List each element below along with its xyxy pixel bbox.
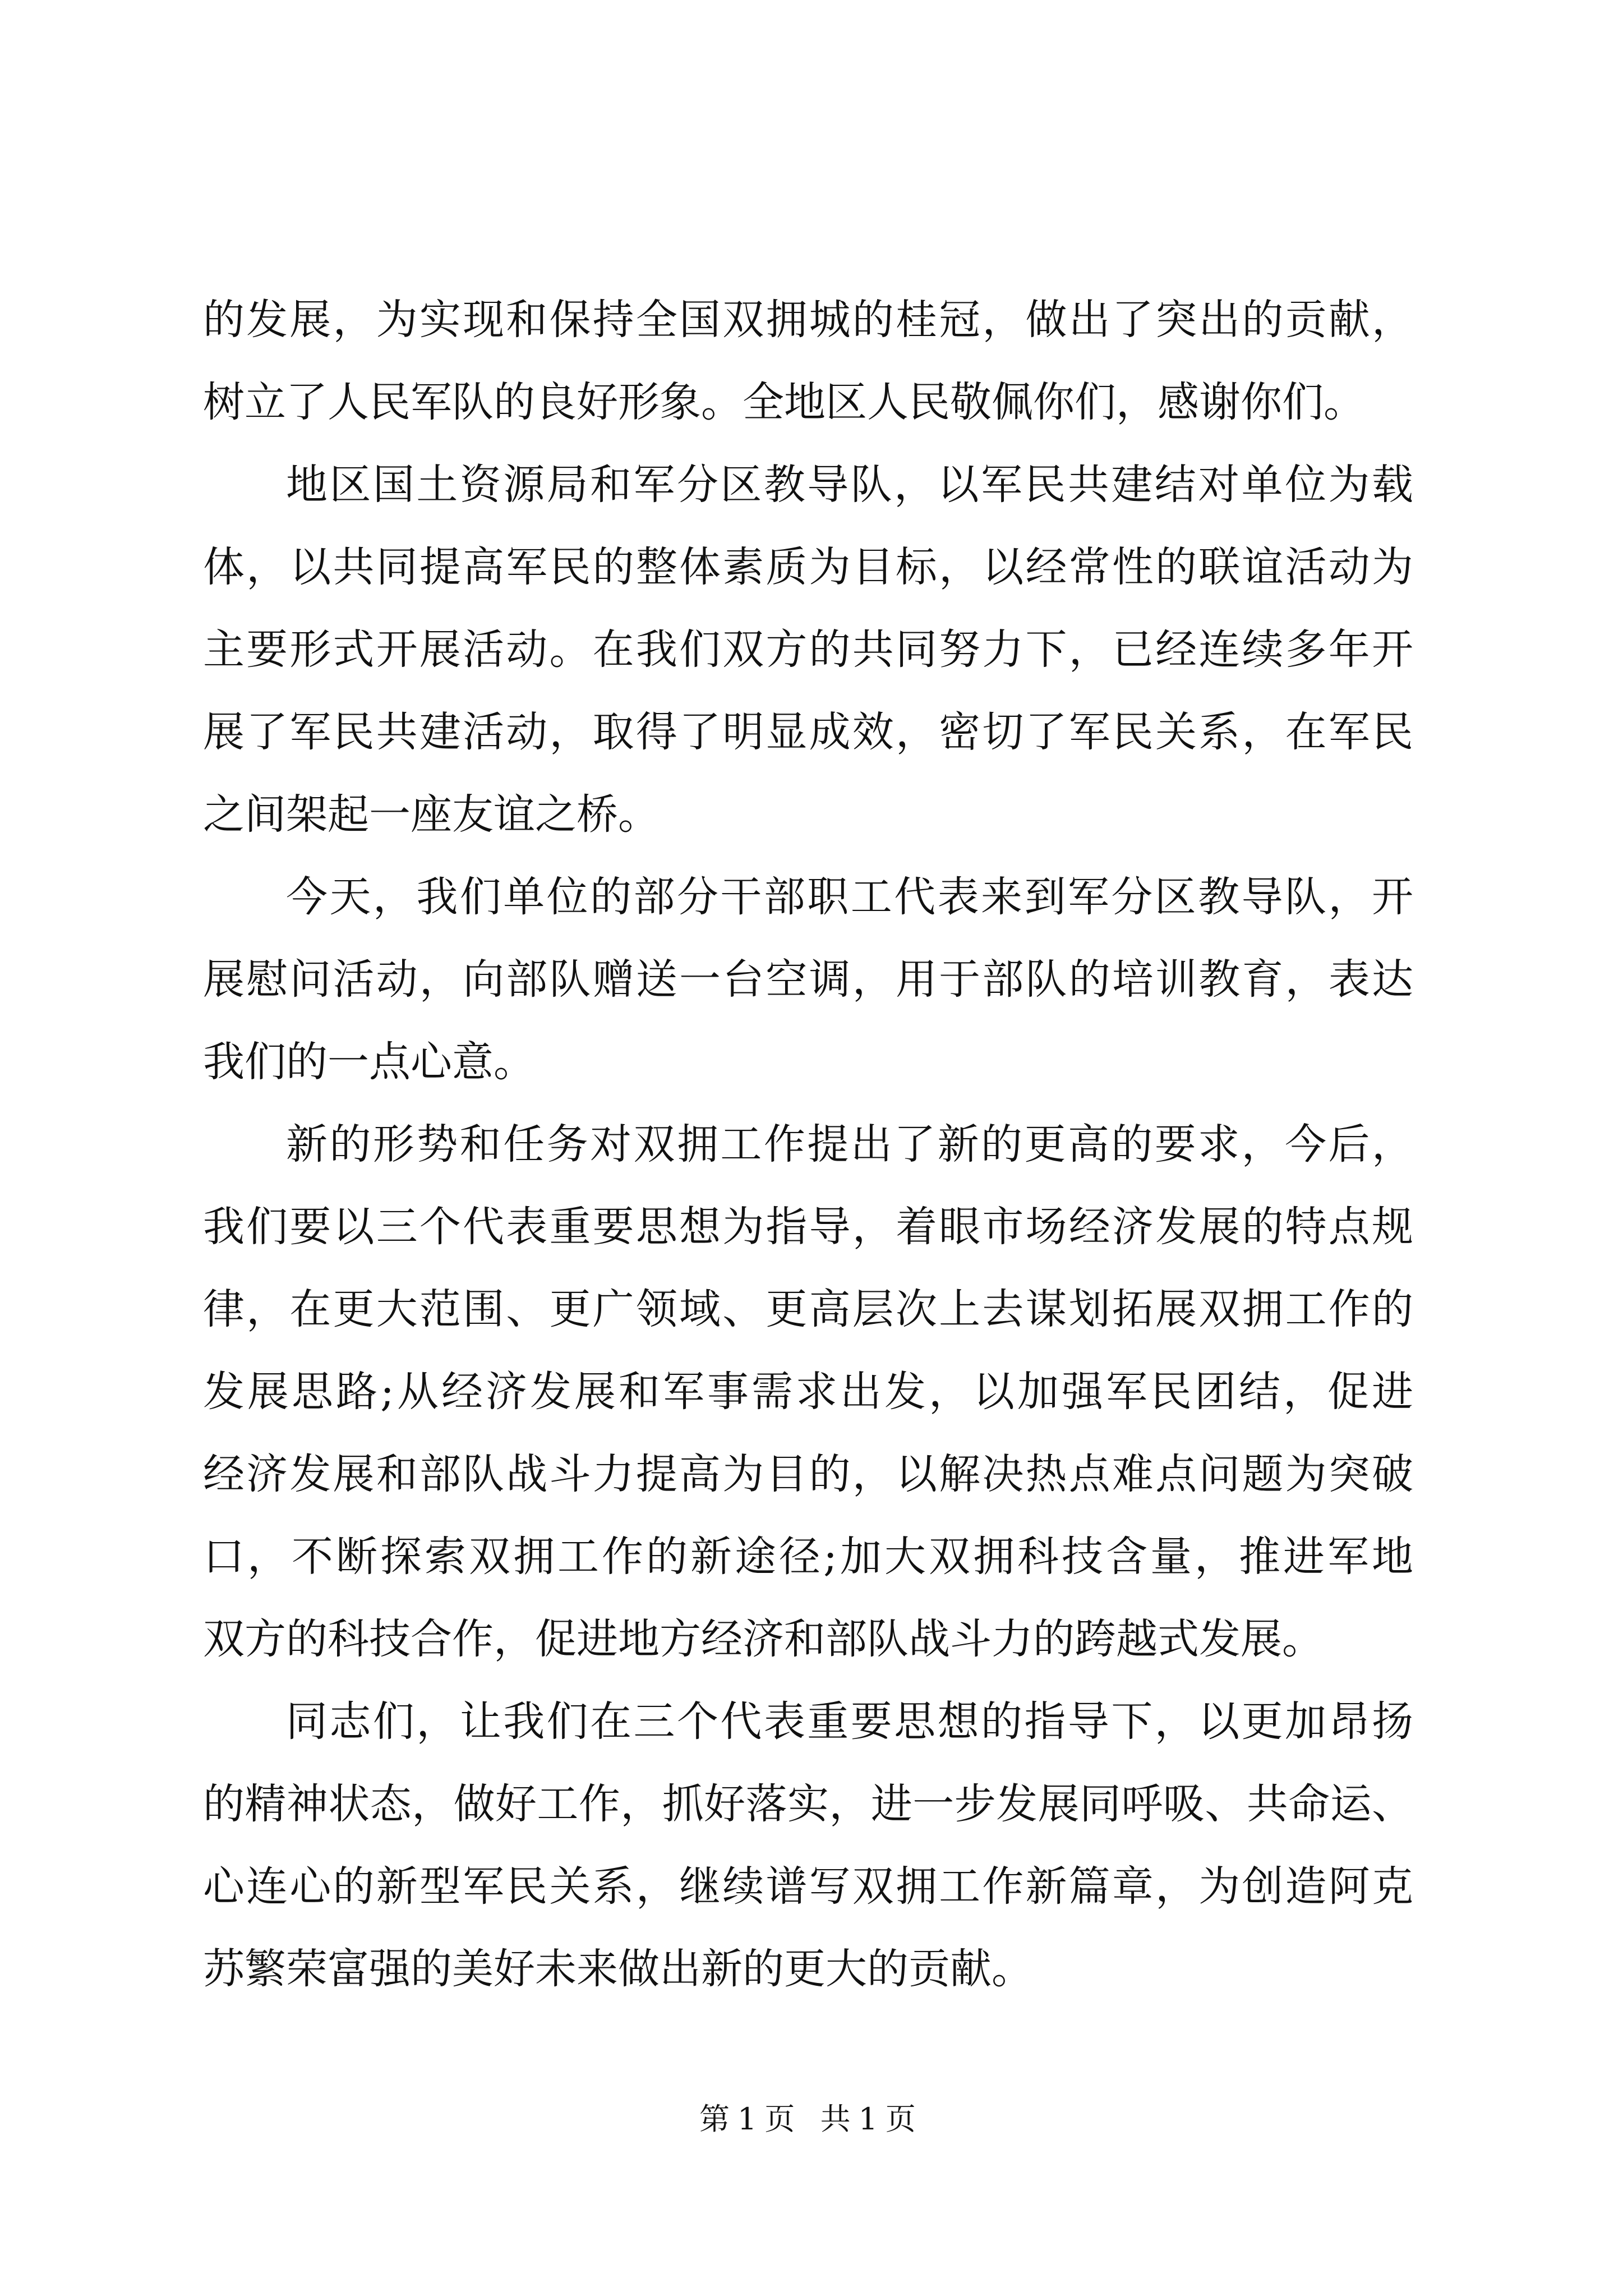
text-line: 之间架起一座友谊之桥。 xyxy=(203,790,660,839)
text-line: 的发展，为实现和保持全国双拥城的桂冠，做出了突出的贡献， xyxy=(203,296,1413,344)
text-line: 展慰问活动，向部队赠送一台空调，用于部队的培训教育，表达 xyxy=(203,955,1413,1004)
text-line: 口，不断探索双拥工作的新途径;加大双拥科技含量，推进军地 xyxy=(203,1533,1413,1581)
text-line: 树立了人民军队的良好形象。全地区人民敬佩你们，感谢你们。 xyxy=(203,378,1365,426)
text-line: 体，以共同提高军民的整体素质为目标，以经常性的联谊活动为 xyxy=(203,543,1413,591)
text-line: 今天，我们单位的部分干部职工代表来到军分区教导队，开 xyxy=(286,873,1413,921)
text-line: 同志们，让我们在三个代表重要思想的指导下，以更加昂扬 xyxy=(286,1697,1413,1746)
text-line: 我们要以三个代表重要思想为指导，着眼市场经济发展的特点规 xyxy=(203,1203,1413,1251)
paragraph-2 xyxy=(203,444,1413,856)
text-line: 的精神状态，做好工作，抓好落实，进一步发展同呼吸、共命运、 xyxy=(203,1780,1413,1828)
text-line: 主要形式开展活动。在我们双方的共同努力下，已经连续多年开 xyxy=(203,625,1413,674)
body-text xyxy=(203,279,1413,2010)
text-line: 律，在更大范围、更广领域、更高层次上去谋划拓展双拥工作的 xyxy=(203,1285,1413,1333)
paragraph-3 xyxy=(203,856,1413,1103)
text-line: 发展思路;从经济发展和军事需求出发，以加强军民团结，促进 xyxy=(203,1368,1413,1416)
paragraph-4 xyxy=(203,1103,1413,1681)
text-line: 苏繁荣富强的美好未来做出新的更大的贡献。 xyxy=(203,1945,1033,1993)
text-line: 展了军民共建活动，取得了明显成效，密切了军民关系，在军民 xyxy=(203,708,1413,756)
paragraph-5 xyxy=(203,1681,1413,2010)
text-line: 心连心的新型军民关系，继续谱写双拥工作新篇章，为创造阿克 xyxy=(203,1862,1413,1911)
paragraph-1 xyxy=(203,279,1413,444)
text-line: 地区国土资源局和军分区教导队，以军民共建结对单位为载 xyxy=(286,461,1413,509)
text-line: 新的形势和任务对双拥工作提出了新的更高的要求，今后， xyxy=(286,1120,1413,1168)
text-line: 经济发展和部队战斗力提高为目的，以解决热点难点问题为突破 xyxy=(203,1450,1413,1498)
text-line: 我们的一点心意。 xyxy=(203,1038,535,1086)
page-footer: 第1页 共1页 xyxy=(699,2101,924,2137)
text-line: 双方的科技合作，促进地方经济和部队战斗力的跨越式发展。 xyxy=(203,1615,1324,1663)
